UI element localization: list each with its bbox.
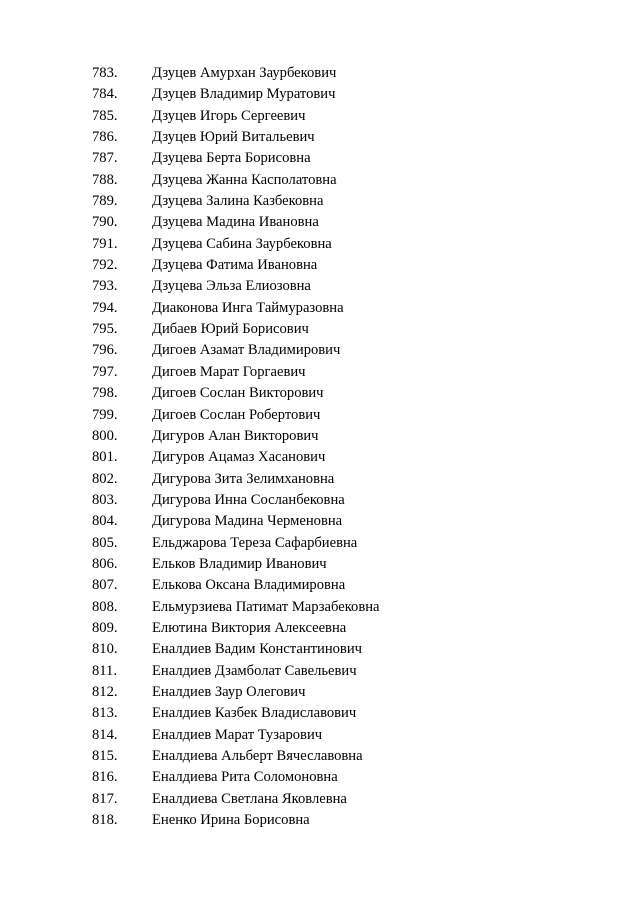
entry-number: 813. — [92, 705, 118, 722]
entry-name: Дигоев Сослан Робертович — [152, 406, 321, 423]
entry-number: 787. — [92, 150, 118, 167]
entry-name: Ельков Владимир Иванович — [152, 555, 327, 572]
entry-name: Дигуров Алан Викторович — [152, 427, 319, 444]
entry-name: Дзуцев Амурхан Заурбекович — [152, 65, 337, 81]
entry-name: Еналдиев Марат Тузарович — [152, 726, 323, 743]
entry-name: Дзуцева Мадина Ивановна — [152, 214, 319, 231]
entry-number: 792. — [92, 257, 118, 274]
entry-number: 790. — [92, 214, 118, 231]
entry-number: 808. — [92, 598, 118, 615]
entry-name: Ененко Ирина Борисовна — [152, 812, 310, 829]
entry-name: Дигоев Марат Горгаевич — [152, 363, 306, 380]
entry-number: 815. — [92, 748, 118, 764]
entry-number: 785. — [92, 107, 118, 124]
entry-name: Ельмурзиева Патимат Марзабековна — [152, 598, 380, 615]
entry-number: 812. — [92, 683, 118, 700]
entry-name: Еналдиев Вадим Константинович — [152, 641, 362, 658]
entry-name: Дзуцева Берта Борисовна — [152, 150, 311, 167]
entry-number: 804. — [92, 513, 118, 530]
entry-name: Диаконова Инга Таймуразовна — [152, 299, 344, 316]
entry-number: 806. — [92, 555, 118, 572]
entry-name: Дигурова Мадина Черменовна — [152, 513, 343, 530]
entry-number: 800. — [92, 427, 118, 444]
entry-name: Еналдиева Рита Соломоновна — [152, 769, 338, 786]
entry-number: 805. — [92, 534, 118, 551]
entry-number: 798. — [92, 385, 118, 402]
entry-name: Ельджарова Тереза Сафарбиевна — [152, 534, 358, 551]
entry-name: Дзуцев Владимир Муратович — [152, 86, 336, 103]
entry-name: Дигурова Инна Сосланбековна — [152, 491, 345, 508]
entry-name: Еналдиев Дзамболат Савельевич — [152, 662, 357, 679]
entry-number: 809. — [92, 619, 118, 636]
entry-number: 807. — [92, 577, 118, 594]
entry-name: Еналдиева Альберт Вячеславовна — [152, 748, 363, 764]
entry-name: Елькова Оксана Владимировна — [152, 577, 346, 594]
entry-number: 802. — [92, 470, 118, 487]
entry-number: 817. — [92, 790, 118, 807]
entry-name: Дибаев Юрий Борисович — [152, 321, 309, 338]
entry-name: Елютина Виктория Алексеевна — [152, 619, 347, 636]
entry-number: 810. — [92, 641, 118, 658]
entry-number: 783. — [92, 65, 118, 81]
entry-name: Еналдиев Казбек Владиславович — [152, 705, 357, 722]
entry-number: 786. — [92, 129, 118, 146]
entry-number: 816. — [92, 769, 118, 786]
entry-number: 788. — [92, 171, 118, 188]
entry-name: Дигоев Сослан Викторович — [152, 385, 324, 402]
entry-number: 801. — [92, 449, 118, 466]
entry-name: Дзуцева Залина Казбековна — [152, 193, 324, 210]
entry-number: 796. — [92, 342, 118, 359]
entry-number: 803. — [92, 491, 118, 508]
entry-number: 797. — [92, 363, 118, 380]
entry-number: 799. — [92, 406, 118, 423]
entry-number: 818. — [92, 812, 118, 829]
entry-name: Дзуцева Эльза Елиозовна — [152, 278, 311, 295]
entry-name: Дзуцева Сабина Заурбековна — [152, 235, 332, 252]
entry-number: 784. — [92, 86, 118, 103]
entry-name: Дигурова Зита Зелимхановна — [152, 470, 335, 487]
entry-name: Еналдиева Светлана Яковлевна — [152, 790, 347, 807]
entry-number: 795. — [92, 321, 118, 338]
entry-name: Дзуцева Жанна Касполатовна — [152, 171, 337, 188]
entry-name: Дигуров Ацамаз Хасанович — [152, 449, 326, 466]
entry-number: 811. — [92, 662, 117, 679]
entry-name: Дзуцев Юрий Витальевич — [152, 129, 315, 146]
entry-name: Дзуцева Фатима Ивановна — [152, 257, 318, 274]
entry-number: 789. — [92, 193, 118, 210]
entry-name: Еналдиев Заур Олегович — [152, 683, 306, 700]
entry-number: 814. — [92, 726, 118, 743]
entry-name: Дигоев Азамат Владимирович — [152, 342, 341, 359]
entry-name: Дзуцев Игорь Сергеевич — [152, 107, 306, 124]
entry-number: 793. — [92, 278, 118, 295]
entry-number: 791. — [92, 235, 118, 252]
entry-number: 794. — [92, 299, 118, 316]
